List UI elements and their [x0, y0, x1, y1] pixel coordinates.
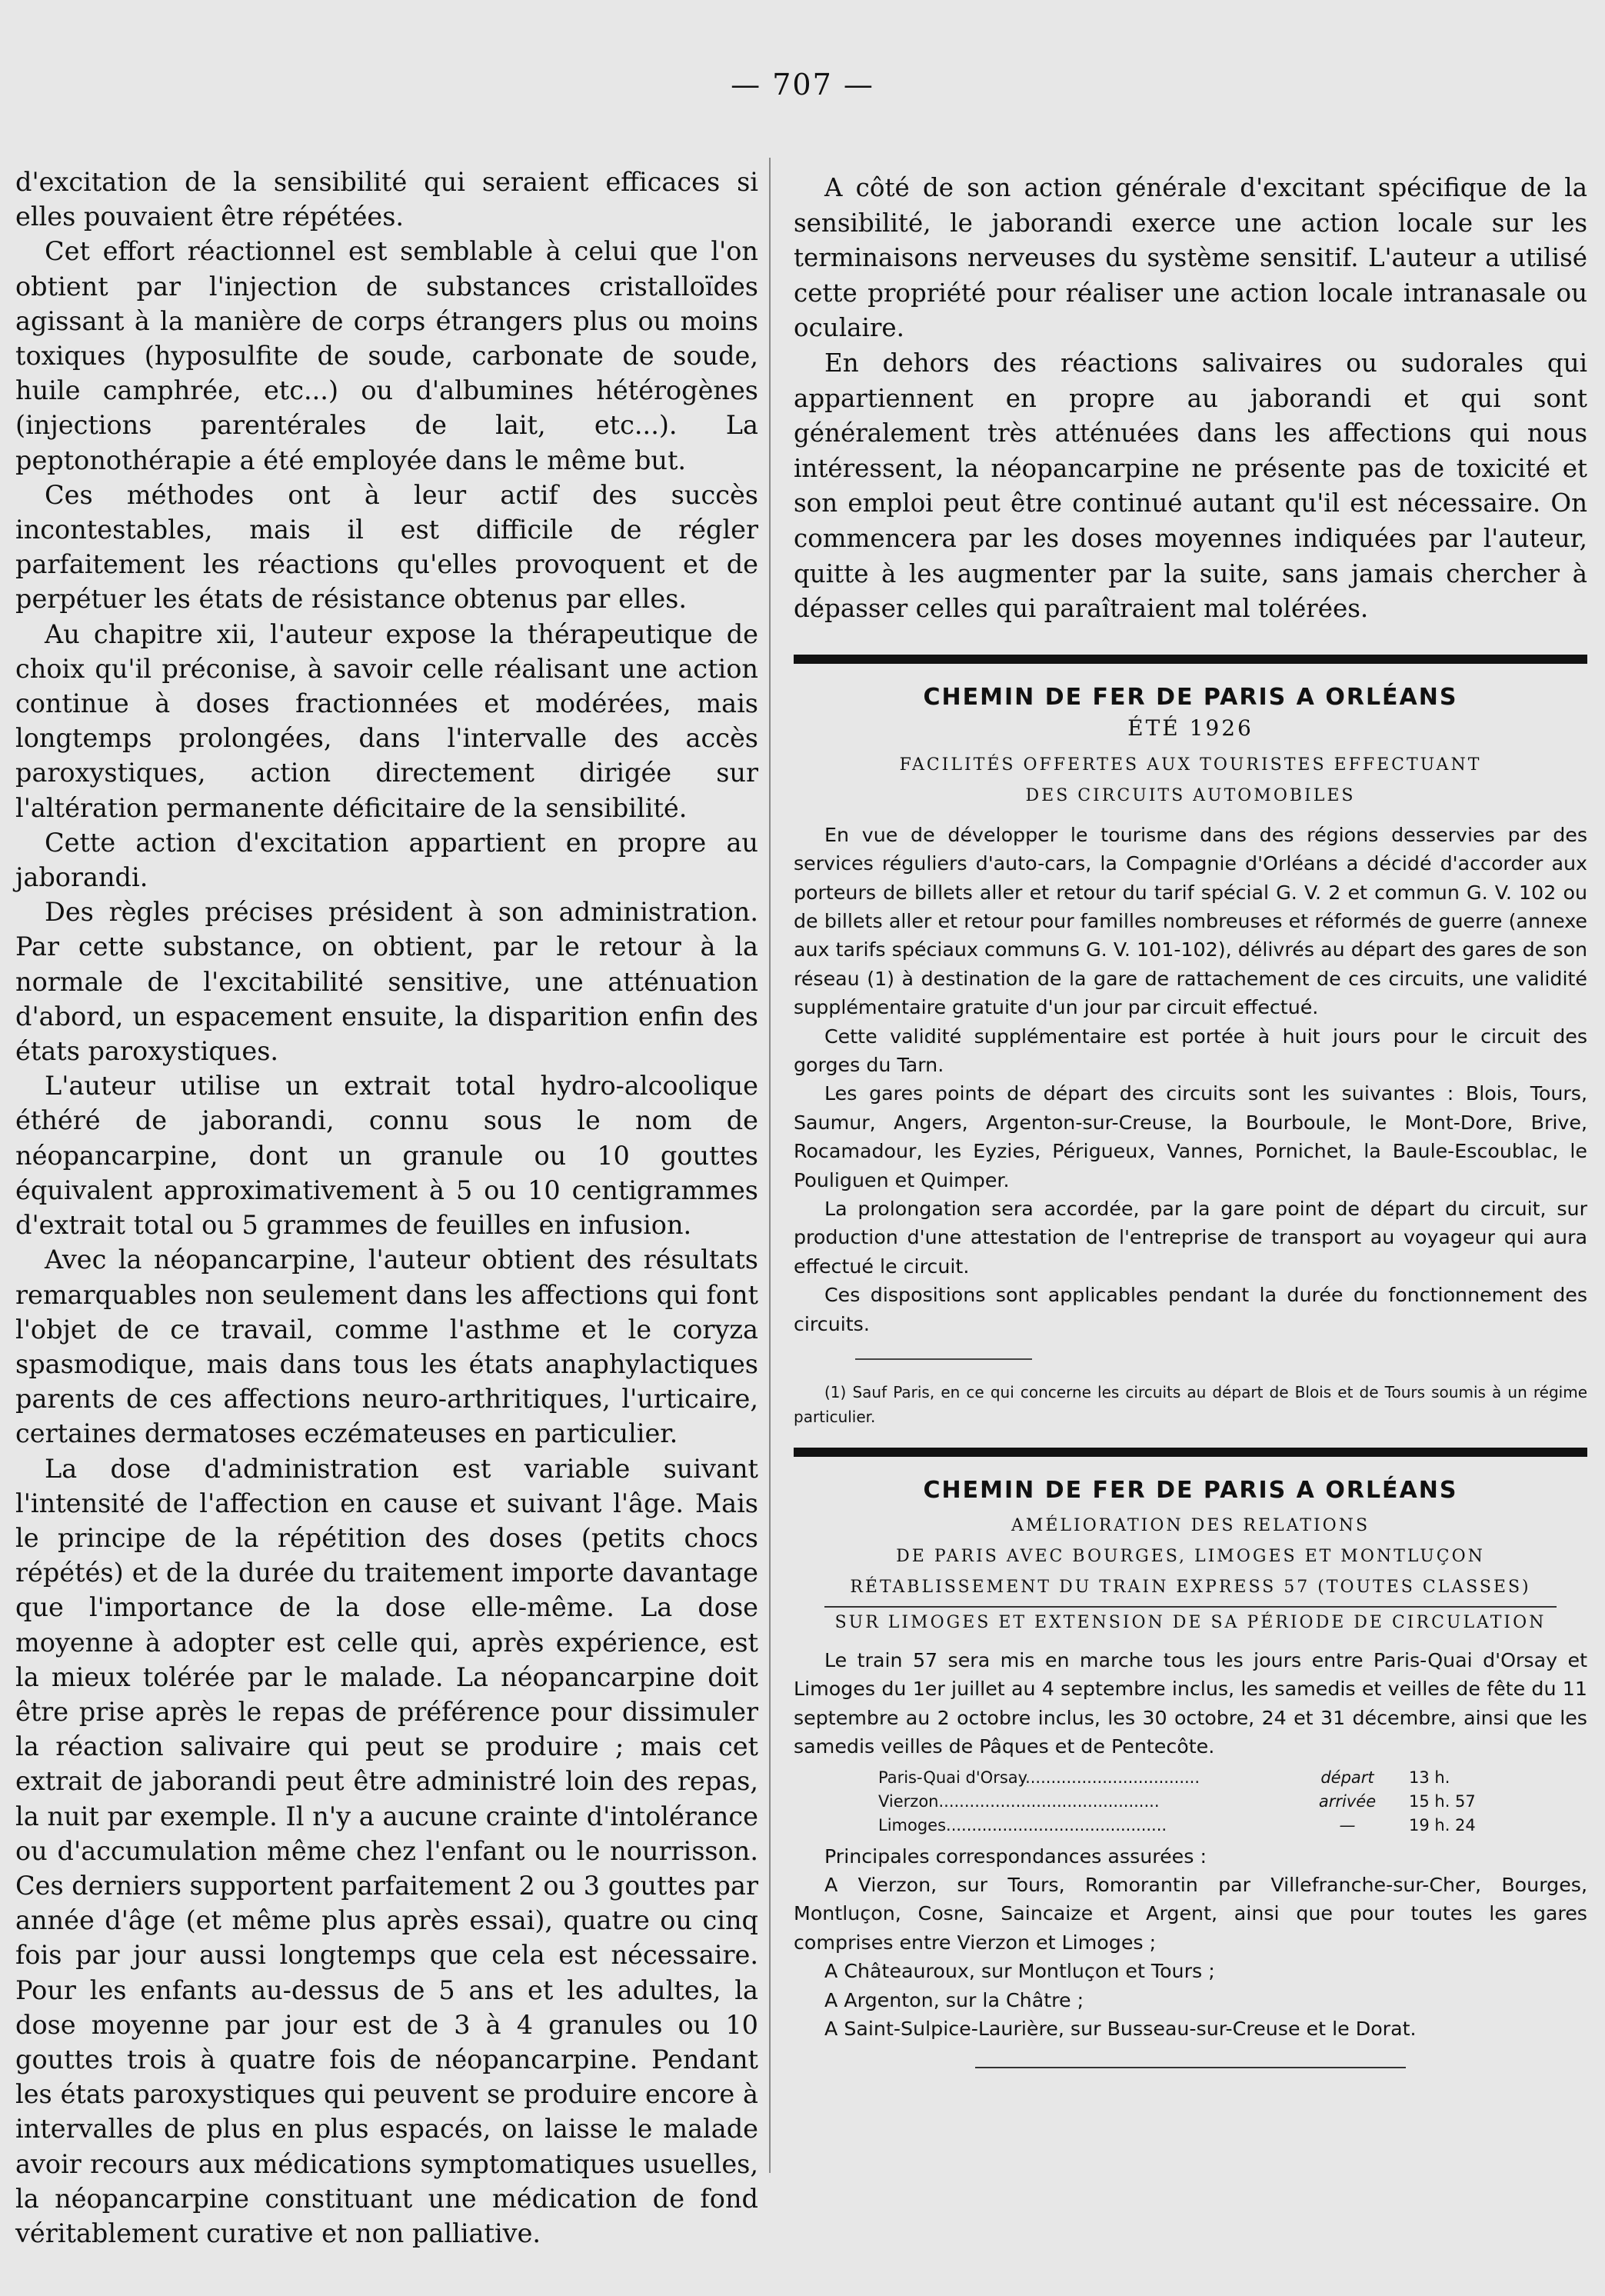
notice-paragraph: La prolongation sera accordée, par la gare point de départ du circuit, sur production d'une attestation de l'entreprise de transport au voyageur qui aura effectué le circuit.: [794, 1198, 1587, 1278]
column-divider: [769, 158, 771, 2173]
notice-orleans-express: [794, 1475, 1587, 2068]
timetable: [878, 1766, 1587, 1838]
left-paragraph: Des règles précises président à son administration. Par cette substance, on obtient, par le retour à la normale de l'excitabilité sensitive, une atténuation d'abord, un espacement ensuite, la disparition enfin des états paroxystiques.: [15, 897, 758, 1067]
notice-title: CHEMIN DE FER DE PARIS A ORLÉANS: [923, 683, 1458, 711]
right-column: [794, 171, 1587, 2068]
notice-paragraph: En vue de développer le tourisme dans des régions desservies par des services réguliers d'auto-cars, la Compagnie d'Orléans a décidé d'accorder aux porteurs de billets aller et retour du tarif spécial G. V. 2 et commun G. V. 102 ou de billets aller et retour pour familles nombreuses et réformés de guerre (annexe aux tarifs spéciaux communs G. V. 101-102), délivrés au départ des gares de son réseau (1) à destination de la gare de rattachement de ces circuits, une validité supplémentaire gratuite d'un jour par circuit effectué.: [794, 823, 1587, 1019]
left-paragraph: Avec la néopancarpine, l'auteur obtient des résultats remarquables non seulement dans les affections qui font l'objet de ce travail, comme l'asthme et le coryza spasmodique, mais dans tous les états anaphylactiques parents de ces affections neuro-arthritiques, l'urticaire, certaines dermatoses eczémateuses en particulier.: [15, 1245, 758, 1449]
notice-heading: DES CIRCUITS AUTOMOBILES: [1025, 785, 1356, 805]
notice-paragraph: Cette validité supplémentaire est portée à huit jours pour le circuit des gorges du Tarn.: [794, 1025, 1587, 1076]
notice-heading: DE PARIS AVEC BOURGES, LIMOGES ET MONTLUÇON: [896, 1547, 1485, 1567]
left-paragraph: Cette action d'excitation appartient en propre au jaborandi.: [15, 827, 758, 893]
correspondances: [794, 1842, 1587, 2044]
correspondance-item: A Vierzon, sur Tours, Romorantin par Villefranche-sur-Cher, Bourges, Montluçon, Cosne, Saincaize et Argent, ainsi que pour toutes les gares comprises entre Vierzon et Limoges ;: [794, 1874, 1587, 1954]
notice-paragraph: Le train 57 sera mis en marche tous les jours entre Paris-Quai d'Orsay et Limoges du 1er juillet au 4 septembre inclus, les samedis et veilles de fête du 11 septembre au 2 octobre inclus, les 30 octobre, 24 et 31 décembre, ainsi que les samedis veilles de Pâques et de Pentecôte.: [794, 1649, 1587, 1758]
timetable-time: 19 h. 24: [1409, 1815, 1476, 1834]
end-rule: [975, 2067, 1406, 2068]
timetable-station: Paris-Quai d'Orsay..................................: [878, 1768, 1200, 1787]
left-paragraph: La dose d'administration est variable suivant l'intensité de l'affection en cause et suivant l'âge. Mais le principe de la répétition des doses (petits chocs répétés) et de la durée du traitement importe davantage que l'importance de la dose elle-même. La dose moyenne à adopter est celle qui, après expérience, est la mieux tolérée par le malade. La néopancarpine doit être prise après le repas de préférence pour dissimuler la réaction salivaire qui peut se produire ; mais cet extrait de jaborandi peut être administré loin des repas, la nuit par exemple. Il n'y a aucune crainte d'intolérance ou d'accumulation même chez l'enfant ou le nourrisson. Ces derniers supportent parfaitement 2 ou 3 gouttes par année d'âge (et même plus après essai), quatre ou cinq fois par jour aussi longtemps que cela est nécessaire. Pour les enfants au-dessus de 5 ans et les adultes, la dose moyenne par jour est de 3 à 4 granules ou 10 gouttes trois à quatre fois de néopancarpine. Pendant les états paroxystiques qui peuvent se produire encore à intervalles de plus en plus espacés, on laisse le malade avoir recours aux médications symptomatiques usuelles, la néopancarpine constituant une médication de fond véritablement curative et non palliative.: [15, 1453, 758, 2248]
notice-body: [794, 821, 1587, 1338]
correspondance-item: A Saint-Sulpice-Laurière, sur Busseau-sur-Creuse et le Dorat.: [824, 2018, 1417, 2041]
notice-body: [794, 1646, 1587, 1761]
correspondance-item: A Argenton, sur la Châtre ;: [824, 1988, 1084, 2011]
left-paragraph: d'excitation de la sensibilité qui seraient efficaces si elles pouvaient être répétées.: [15, 167, 758, 232]
notice-heading: RÉTABLISSEMENT DU TRAIN EXPRESS 57 (TOUTES CLASSES): [824, 1572, 1557, 1608]
left-column: [15, 165, 758, 2251]
left-paragraph: Au chapitre xii, l'auteur expose la thérapeutique de choix qu'il préconise, à savoir celle réalisant une action continue à doses fractionnées et modérées, mais longtemps prolongées, dans l'intervalle des accès paroxystiques, action directement dirigée sur l'altération permanente déficitaire de la sensibilité.: [15, 618, 758, 823]
notice-heading: AMÉLIORATION DES RELATIONS: [1011, 1516, 1370, 1536]
left-paragraph: Ces méthodes ont à leur actif des succès incontestables, mais il est difficile de régler parfaitement les réactions qu'elles provoquent et de perpétuer les états de résistance obtenus par elles.: [15, 479, 758, 615]
timetable-station: Limoges...........................................: [878, 1815, 1167, 1834]
right-paragraph: En dehors des réactions salivaires ou sudorales qui appartiennent en propre au jaborandi et qui sont généralement très atténuées dans les affections qui nous intéressent, la néopancarpine ne présente pas de toxicité et son emploi peut être continué autant qu'il est nécessaire. On commencera par les doses moyennes indiquées par l'auteur, quitte à les augmenter par la suite, sans jamais chercher à dépasser celles qui paraîtraient mal tolérées.: [794, 348, 1587, 624]
left-paragraph: L'auteur utilise un extrait total hydro-alcoolique éthéré de jaborandi, connu sous le nom de néopancarpine, dont un granule ou 10 gouttes équivalent approximativement à 5 ou 10 centigrammes d'extrait total ou 5 grammes de feuilles en infusion.: [15, 1071, 758, 1241]
timetable-row: [878, 1814, 1587, 1838]
correspondance-item: A Châteauroux, sur Montluçon et Tours ;: [824, 1960, 1215, 1983]
timetable-kind: départ: [1320, 1768, 1374, 1787]
notice-orleans-tourism: [794, 682, 1587, 1429]
timetable-kind: —: [1339, 1815, 1356, 1834]
left-paragraph: Cet effort réactionnel est semblable à celui que l'on obtient par l'injection de substances cristalloïdes agissant à la manière de corps étrangers plus ou moins toxiques (hyposulfite de soude, carbonate de soude, huile camphrée, etc...) ou d'albumines hétérogènes (injections parentérales de lait, etc...). La peptonothérapie a été employée dans le même but.: [15, 236, 758, 475]
notice-season: ÉTÉ 1926: [1127, 715, 1254, 741]
page-number: — 707 —: [731, 68, 874, 102]
timetable-time: 13 h.: [1409, 1768, 1450, 1787]
thick-rule: [794, 655, 1587, 664]
notice-paragraph: Les gares points de départ des circuits sont les suivantes : Blois, Tours, Saumur, Angers, Argenton-sur-Creuse, la Bourboule, le Mont-Dore, Brive, Rocamadour, les Eyzies, Périgueux, Vannes, Pornichet, la Baule-Escoublac, le Pouliguen et Quimper.: [794, 1082, 1587, 1191]
timetable-station: Vierzon...........................................: [878, 1791, 1160, 1811]
footnote: (1) Sauf Paris, en ce qui concerne les circuits au départ de Blois et de Tours soumis à un régime particulier.: [794, 1383, 1587, 1427]
timetable-kind: arrivée: [1318, 1791, 1377, 1811]
notice-title: CHEMIN DE FER DE PARIS A ORLÉANS: [923, 1477, 1458, 1505]
timetable-row: [878, 1790, 1587, 1814]
correspondances-title: Principales correspondances assurées :: [824, 1844, 1207, 1868]
notice-heading: FACILITÉS OFFERTES AUX TOURISTES EFFECTUANT: [899, 755, 1482, 775]
timetable-row: [878, 1766, 1587, 1790]
notice-heading: SUR LIMOGES ET EXTENSION DE SA PÉRIODE DE CIRCULATION: [834, 1613, 1547, 1633]
right-paragraph: A côté de son action générale d'excitant spécifique de la sensibilité, le jaborandi exerce une action locale sur les terminaisons nerveuses du système sensitif. L'auteur a utilisé cette propriété pour réaliser une action locale intranasale ou oculaire.: [794, 173, 1587, 343]
notice-paragraph: Ces dispositions sont applicables pendant la durée du fonctionnement des circuits.: [794, 1284, 1587, 1335]
timetable-time: 15 h. 57: [1409, 1791, 1476, 1811]
footnote-rule: [855, 1358, 1032, 1360]
thick-rule: [794, 1448, 1587, 1457]
